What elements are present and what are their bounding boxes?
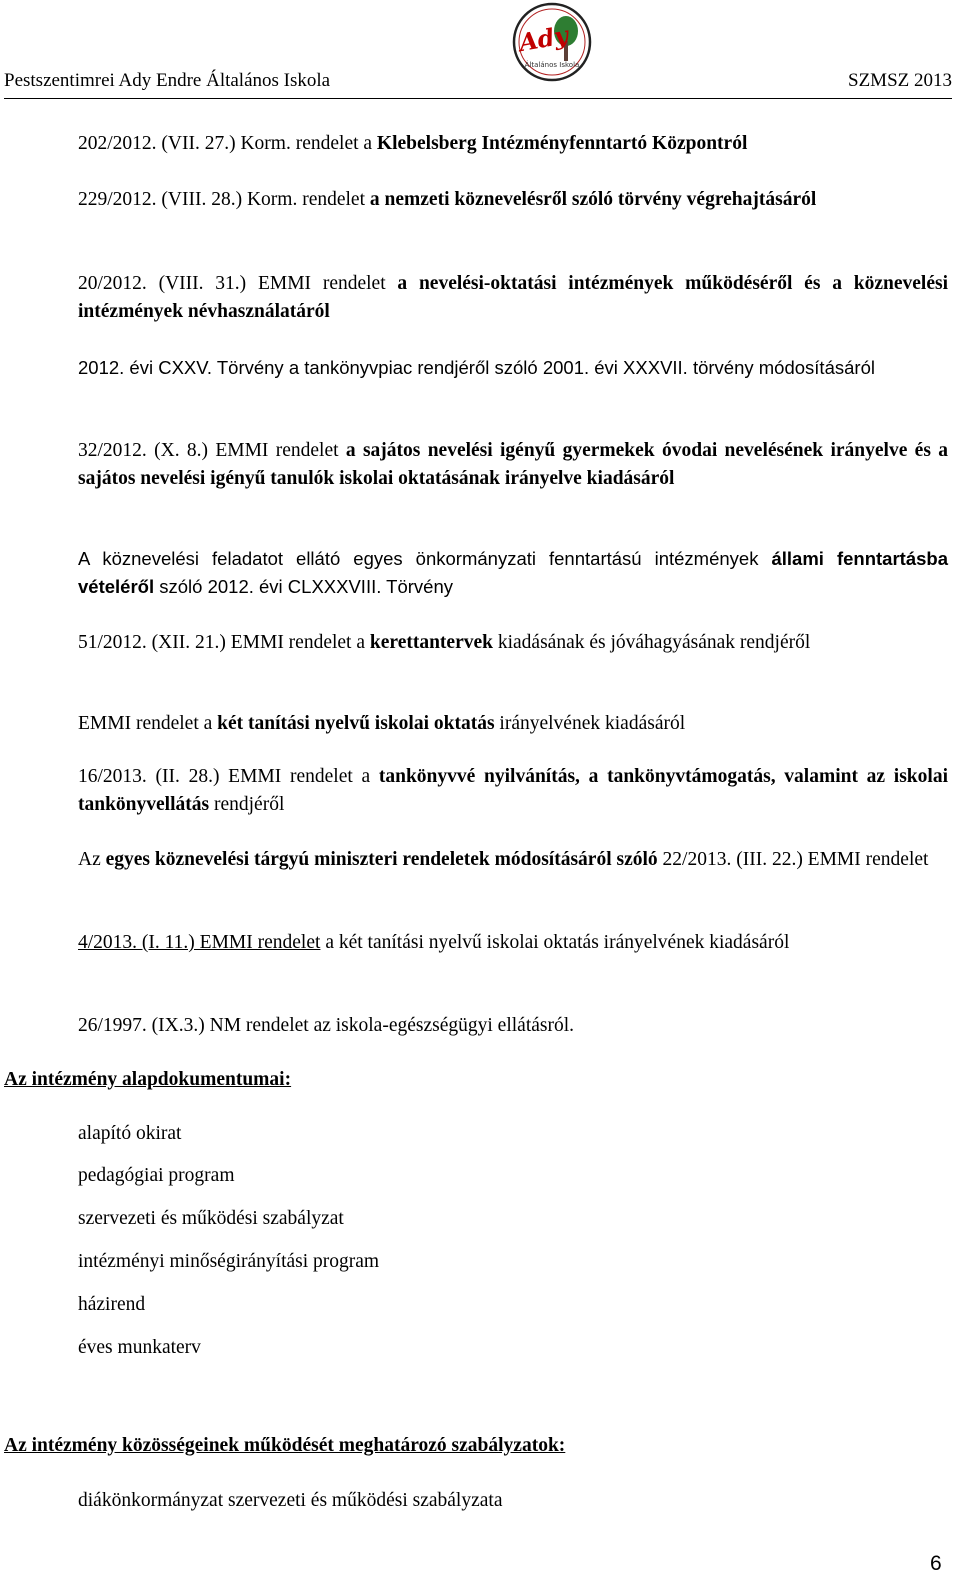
- law-item: [78, 437, 948, 493]
- list-item: diákönkormányzat szervezeti és működési szabályzata: [78, 1490, 503, 1511]
- list-item: szervezeti és működési szabályzat: [78, 1208, 344, 1229]
- list-item: éves munkaterv: [78, 1337, 201, 1358]
- law-item: [78, 130, 948, 158]
- section-heading-basic-documents: Az intézmény alapdokumentumai:: [4, 1069, 292, 1090]
- law-item: [78, 710, 948, 738]
- header-document-code: SZMSZ 2013: [848, 70, 952, 91]
- law-item-text: 32/2012. (X. 8.) EMMI rendelet: [78, 440, 346, 461]
- list-item: intézményi minőségirányítási program: [78, 1251, 380, 1272]
- school-logo: [511, 1, 593, 83]
- law-item-text: A köznevelési feladatot ellátó egyes önkormányzati fenntartású intézmények: [78, 548, 772, 569]
- law-item-bold: a nemzeti köznevelésről szóló törvény végrehajtásáról: [369, 189, 817, 210]
- law-item-text-end: a két tanítási nyelvű iskolai oktatás irányelvének kiadásáról: [320, 932, 790, 953]
- law-item: [78, 270, 948, 326]
- law-item-text: 20/2012. (VIII. 31.) EMMI rendelet: [78, 273, 398, 294]
- law-item-text-end: szóló 2012. évi CLXXXVIII. Törvény: [154, 576, 453, 597]
- law-item-text-end: 22/2013. (III. 22.) EMMI rendelet: [657, 849, 929, 870]
- law-item: [78, 763, 948, 819]
- law-item-bold: egyes köznevelési tárgyú miniszteri rendeletek módosításáról szóló: [105, 849, 658, 870]
- law-item-text: 229/2012. (VIII. 28.) Korm. rendelet: [78, 189, 370, 210]
- law-item: [78, 545, 948, 601]
- law-item-bold: két tanítási nyelvű iskolai oktatás: [217, 713, 495, 734]
- law-item-text-end: kiadásának és jóváhagyásának rendjéről: [492, 632, 811, 653]
- law-item-text: Az: [78, 849, 106, 870]
- law-item-text: 2012. évi CXXV. Törvény a tankönyvpiac rendjéről szóló 2001. évi XXXVII. törvény módosításáról: [78, 357, 875, 378]
- law-item-text-end: rendjéről: [209, 794, 285, 815]
- law-item-text-end: irányelvének kiadásáról: [494, 713, 686, 734]
- law-item: [78, 186, 948, 214]
- law-item-text: 202/2012. (VII. 27.) Korm. rendelet a: [78, 133, 377, 154]
- law-item-bold: a nevelési-oktatási intézmények működéséről és a köznevelési intézmények névhasználatáról: [78, 273, 948, 322]
- law-item-bold: Klebelsberg Intézményfenntartó Központról: [376, 133, 748, 154]
- section-heading-community-rules: Az intézmény közösségeinek működését meghatározó szabályzatok:: [4, 1435, 566, 1456]
- list-item: pedagógiai program: [78, 1165, 235, 1186]
- page-number: 6: [930, 1552, 942, 1575]
- law-item-underlined: 4/2013. (I. 11.) EMMI rendelet: [78, 932, 321, 953]
- law-item-bold: tankönyvvé nyilvánítás, a tankönyvtámogatás, valamint az iskolai tankönyvellátás: [78, 766, 948, 815]
- header-school-name: Pestszentimrei Ady Endre Általános Iskola: [4, 70, 331, 91]
- law-item-text: 26/1997. (IX.3.) NM rendelet az iskola-egészségügyi ellátásról.: [78, 1015, 575, 1036]
- law-item: [78, 1012, 948, 1040]
- list-item: alapító okirat: [78, 1123, 182, 1144]
- law-item-text: EMMI rendelet a: [78, 713, 218, 734]
- law-item-bold: kerettantervek: [369, 632, 493, 653]
- svg-text:Ady: Ady: [516, 20, 571, 58]
- law-item: [78, 354, 948, 382]
- law-item: [78, 846, 948, 874]
- svg-text:Általános Iskola: Általános Iskola: [524, 61, 580, 69]
- page-header: [4, 70, 952, 99]
- law-item-text: 16/2013. (II. 28.) EMMI rendelet a: [78, 766, 379, 787]
- law-item-bold: a sajátos nevelési igényű gyermekek óvodai nevelésének irányelve és a sajátos nevelési igényű tanulók iskolai oktatásának irányelve kiadásáról: [78, 440, 948, 489]
- law-item: [78, 629, 948, 657]
- list-item: házirend: [78, 1294, 146, 1315]
- law-item-bold: állami fenntartásba vételéről: [78, 548, 948, 597]
- law-item-text: 51/2012. (XII. 21.) EMMI rendelet a: [78, 632, 370, 653]
- law-item: [78, 929, 948, 957]
